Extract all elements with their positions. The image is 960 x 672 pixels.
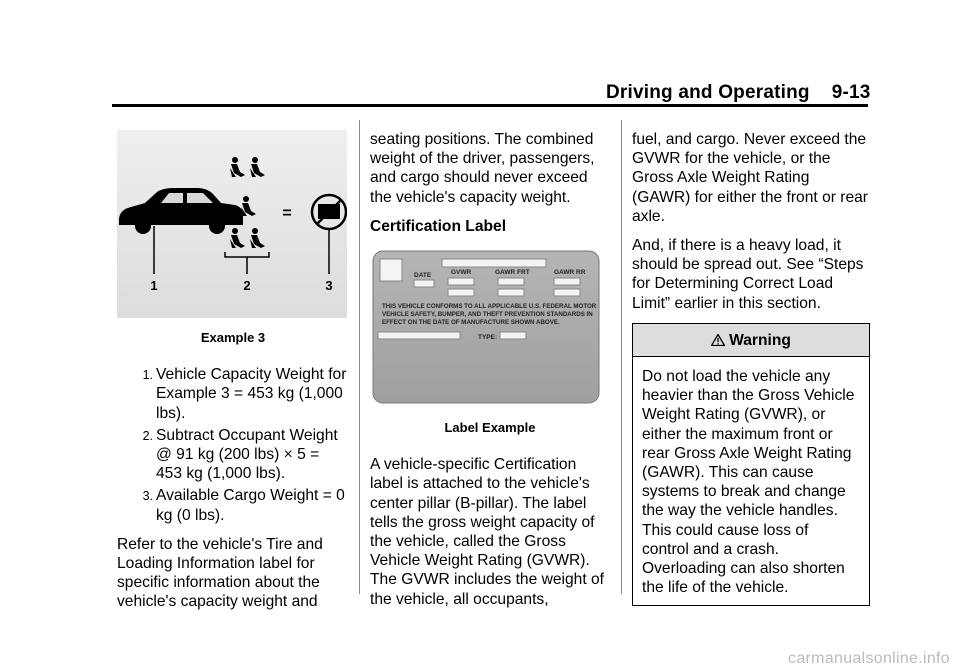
figure-caption: Example 3 (200, 330, 266, 345)
label-line-3: EFFECT ON THE DATE OF MANUFACTURE SHOWN ABOVE. (382, 319, 560, 327)
warning-icon (711, 332, 725, 349)
column-1 (117, 130, 349, 622)
label-line-2: VEHICLE SAFETY, BUMPER, AND THEFT PREVENTION STANDARDS IN (382, 311, 593, 319)
bracket (225, 252, 269, 257)
seat-icon (250, 228, 265, 248)
seat-icon (250, 157, 265, 177)
equals-sign: = (282, 205, 292, 222)
warning-text: Do not load the vehicle any heavier than the Gross Vehicle Weight Rating (GVWR), or either the maximum front or rear Gross Axle Weight Rating (GAWR). This can cause systems to break and change the way the vehicle handles. This could cause loss of control and a crash. Overloading can also shorten the life of the vehicle. (642, 368, 855, 597)
certification-label-figure (370, 248, 602, 408)
label-gvwr: GVWR (451, 269, 472, 277)
capacity-diagram (117, 130, 347, 318)
label-line-1: THIS VEHICLE CONFORMS TO ALL APPLICABLE U.S. FEDERAL MOTOR (382, 303, 597, 311)
list-item: 2. Subtract Occupant Weight @ 91 kg (200 lbs) × 5 = 453 kg (1,000 lbs). (142, 426, 338, 483)
column-2 (370, 130, 610, 619)
column-divider-1 (359, 120, 360, 594)
paragraph: And, if there is a heavy load, it should be spread out. See “Steps for Determining Correct Load Limit” earlier in this section. (632, 237, 864, 312)
callout-3: 3 (325, 278, 333, 293)
page-number: 9-13 (831, 82, 871, 103)
warning-box (632, 323, 870, 607)
seat-icon (230, 228, 245, 248)
section-heading: Certification Label (370, 217, 507, 235)
column-3 (632, 130, 870, 606)
car-icon (119, 188, 243, 234)
column-divider-2 (621, 120, 622, 594)
label-type: TYPE: (478, 334, 498, 342)
example-list (117, 365, 349, 525)
list-item: 1. Vehicle Capacity Weight for Example 3 = 453 kg (1,000 lbs). (142, 366, 347, 422)
seat-icon (230, 157, 245, 177)
label-gawr-frt: GAWR FRT (495, 269, 530, 277)
callout-2: 2 (243, 278, 251, 293)
label-gawr-rr: GAWR RR (554, 269, 586, 277)
figure-caption: Label Example (444, 420, 536, 436)
label-illustration (370, 248, 602, 408)
paragraph: seating positions. The combined weight of the driver, passengers, and cargo should never exceed the vehicle's capacity weight. (370, 131, 595, 206)
callout-1: 1 (150, 278, 158, 293)
warning-title: Warning (729, 331, 791, 349)
example-3-figure (117, 130, 347, 318)
section-title: Driving and Operating (606, 82, 810, 103)
watermark: carmanualsonline.info (788, 650, 950, 667)
header-rule (112, 104, 868, 107)
no-cargo-icon (312, 195, 346, 229)
page-header (606, 82, 871, 104)
paragraph: A vehicle-specific Certification label is attached to the vehicle's center pillar (B-pillar). The label tells the gross weight capacity of the vehicle, called the Gross Vehicle Weight Rating (GVWR). The GVWR includes the weight of the vehicle, all occupants, (370, 456, 605, 608)
list-item: 3. Available Cargo Weight = 0 kg (0 lbs). (142, 487, 345, 524)
warning-header (633, 324, 869, 357)
occupant-icons (230, 157, 265, 248)
seat-icon (241, 196, 256, 216)
minus-sign: – (198, 203, 208, 220)
label-date: DATE (414, 272, 432, 280)
paragraph: Refer to the vehicle's Tire and Loading Information label for specific information about the vehicle's capacity weight and (117, 535, 323, 611)
paragraph: fuel, and cargo. Never exceed the GVWR for the vehicle, or the Gross Axle Weight Rating (GAWR) for either the front or rear axle. (632, 131, 868, 225)
